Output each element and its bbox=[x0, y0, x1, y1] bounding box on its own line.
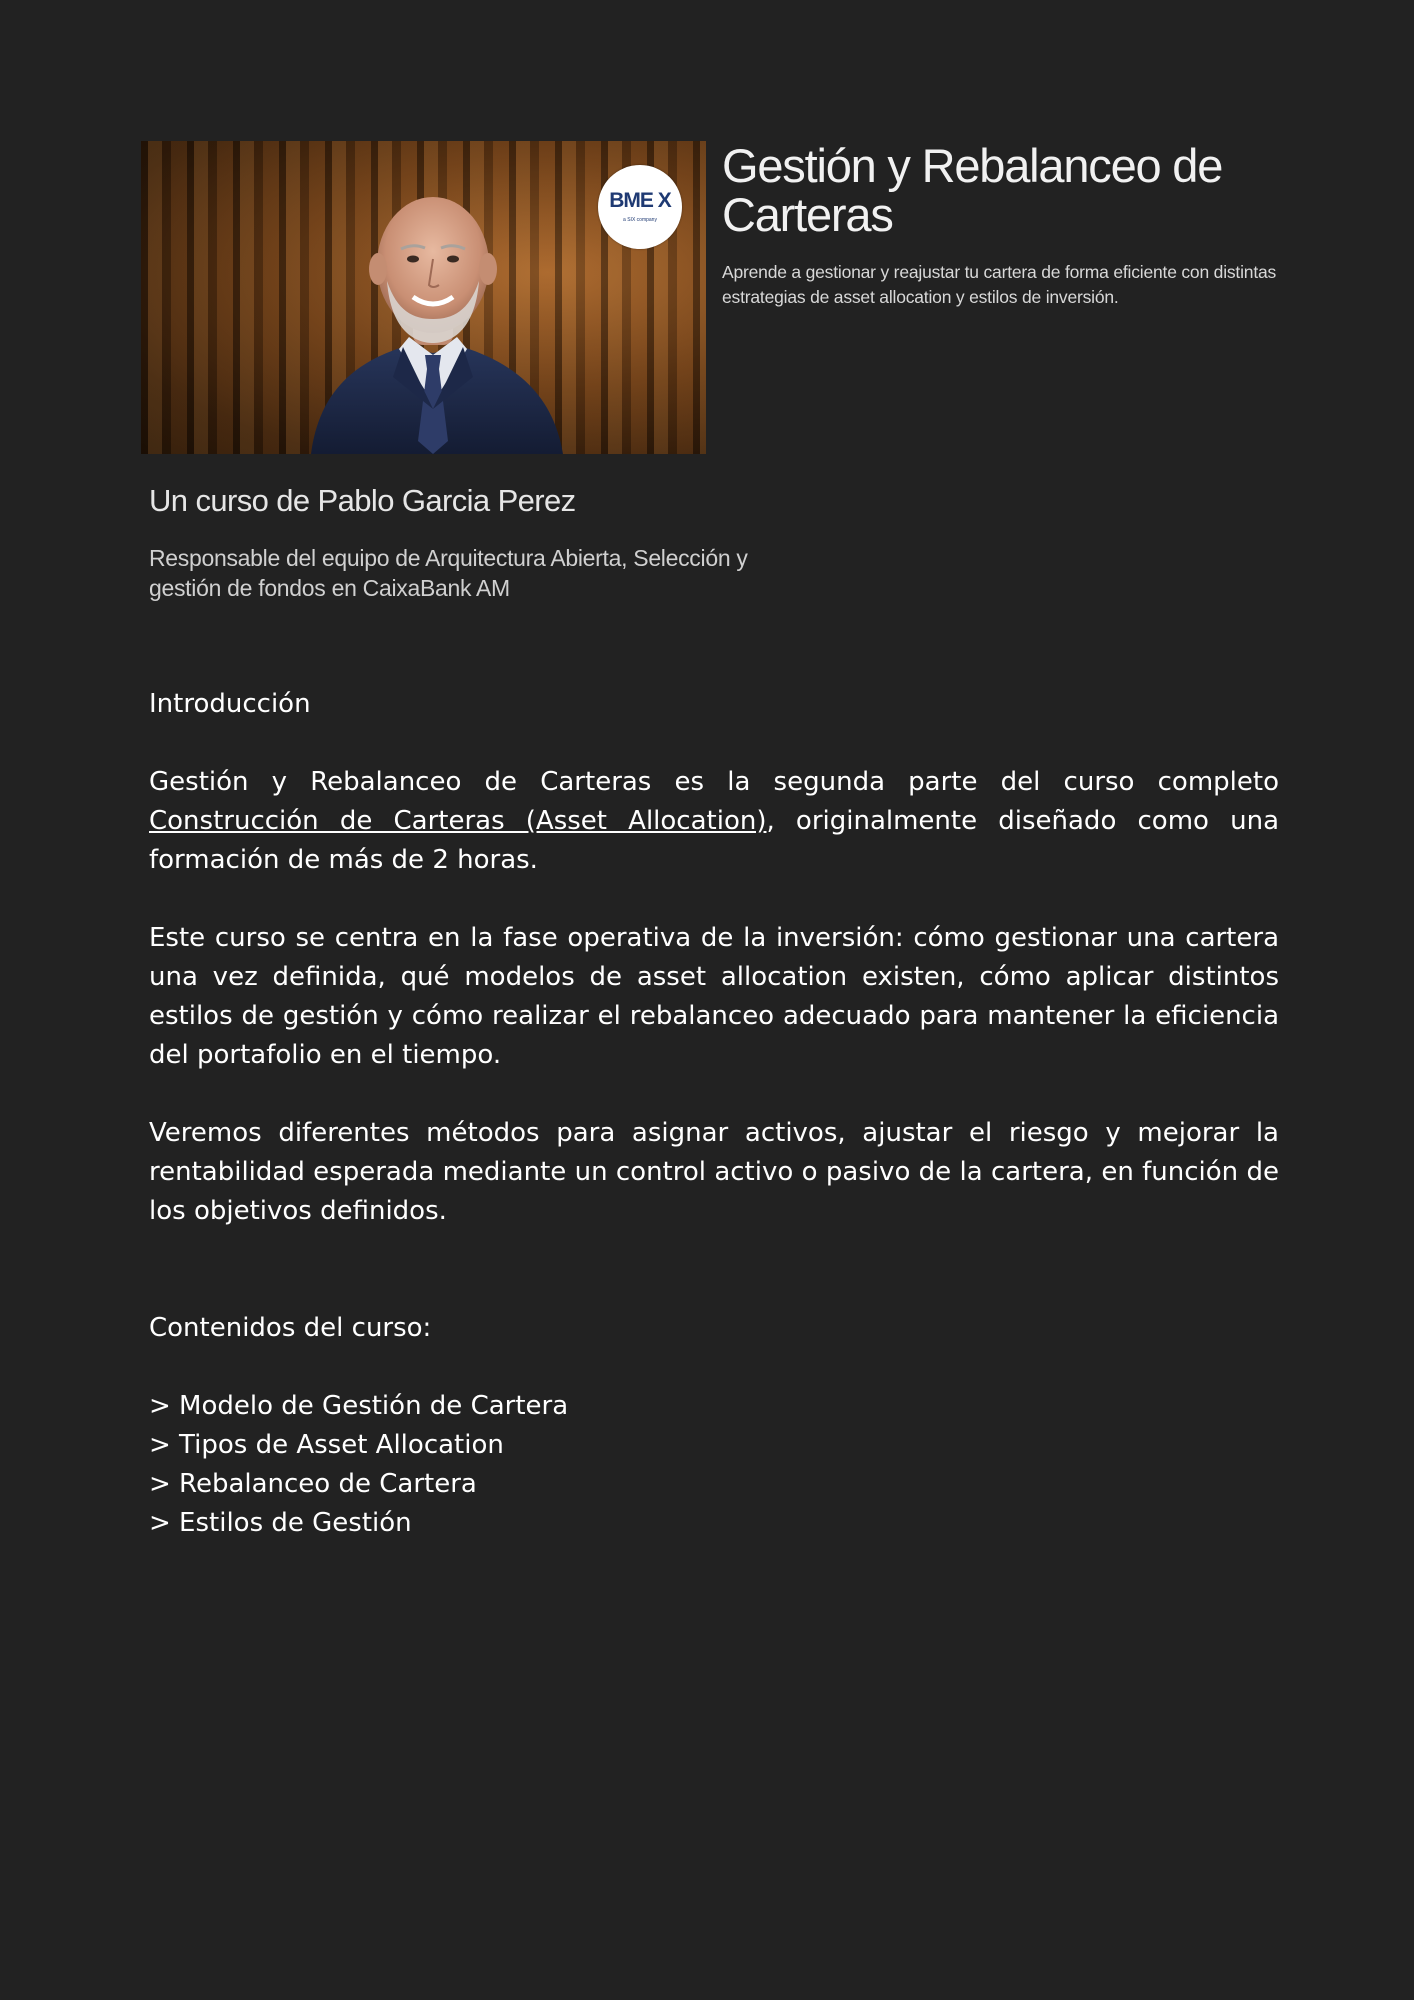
contents-heading: Contenidos del curso: bbox=[149, 1313, 432, 1343]
bme-x-logo bbox=[598, 165, 682, 249]
asset-allocation-course-link[interactable]: Construcción de Carteras (Asset Allocation) bbox=[149, 806, 767, 836]
intro-paragraph-1 bbox=[149, 763, 1279, 880]
intro-paragraph-1-start: Gestión y Rebalanceo de Carteras es la segunda parte del curso completo bbox=[149, 767, 1279, 797]
intro-heading: Introducción bbox=[149, 689, 311, 719]
instructor-role: Responsable del equipo de Arquitectura Abierta, Selección y gestión de fondos en CaixaBank AM bbox=[149, 545, 748, 601]
contents-item: > Modelo de Gestión de Cartera bbox=[149, 1391, 569, 1421]
bme-x-logo-mark: BME X bbox=[609, 189, 671, 212]
contents-list bbox=[149, 1387, 1279, 1543]
intro-paragraph-1-end: , originalmente diseñado como una formación de más de 2 horas. bbox=[149, 806, 1280, 875]
instructor-name: Un curso de Pablo Garcia Perez bbox=[149, 483, 576, 518]
contents-item: > Rebalanceo de Cartera bbox=[149, 1469, 477, 1499]
course-subtitle: Aprende a gestionar y reajustar tu cartera de forma eficiente con distintas estrategias de asset allocation y estilos de inversión. bbox=[722, 262, 1277, 307]
bme-x-logo-sub: a SIX company bbox=[623, 217, 657, 223]
course-header bbox=[141, 141, 1281, 606]
instructor-photo bbox=[141, 141, 706, 454]
intro-paragraph-2: Este curso se centra en la fase operativa de la inversión: cómo gestionar una cartera una vez definida, qué modelos de asset allocation existen, cómo aplicar distintos estilos de gestión y cómo realizar el rebalanceo adecuado para mantener la eficiencia del portafolio en el tiempo. bbox=[149, 923, 1279, 1070]
course-description bbox=[149, 685, 1279, 1543]
contents-item: > Estilos de Gestión bbox=[149, 1508, 412, 1538]
contents-item: > Tipos de Asset Allocation bbox=[149, 1430, 504, 1460]
intro-paragraph-3: Veremos diferentes métodos para asignar activos, ajustar el riesgo y mejorar la rentabilidad esperada mediante un control activo o pasivo de la cartera, en función de los objetivos definidos. bbox=[149, 1118, 1279, 1226]
course-title: Gestión y Rebalanceo de Carteras bbox=[722, 139, 1223, 241]
